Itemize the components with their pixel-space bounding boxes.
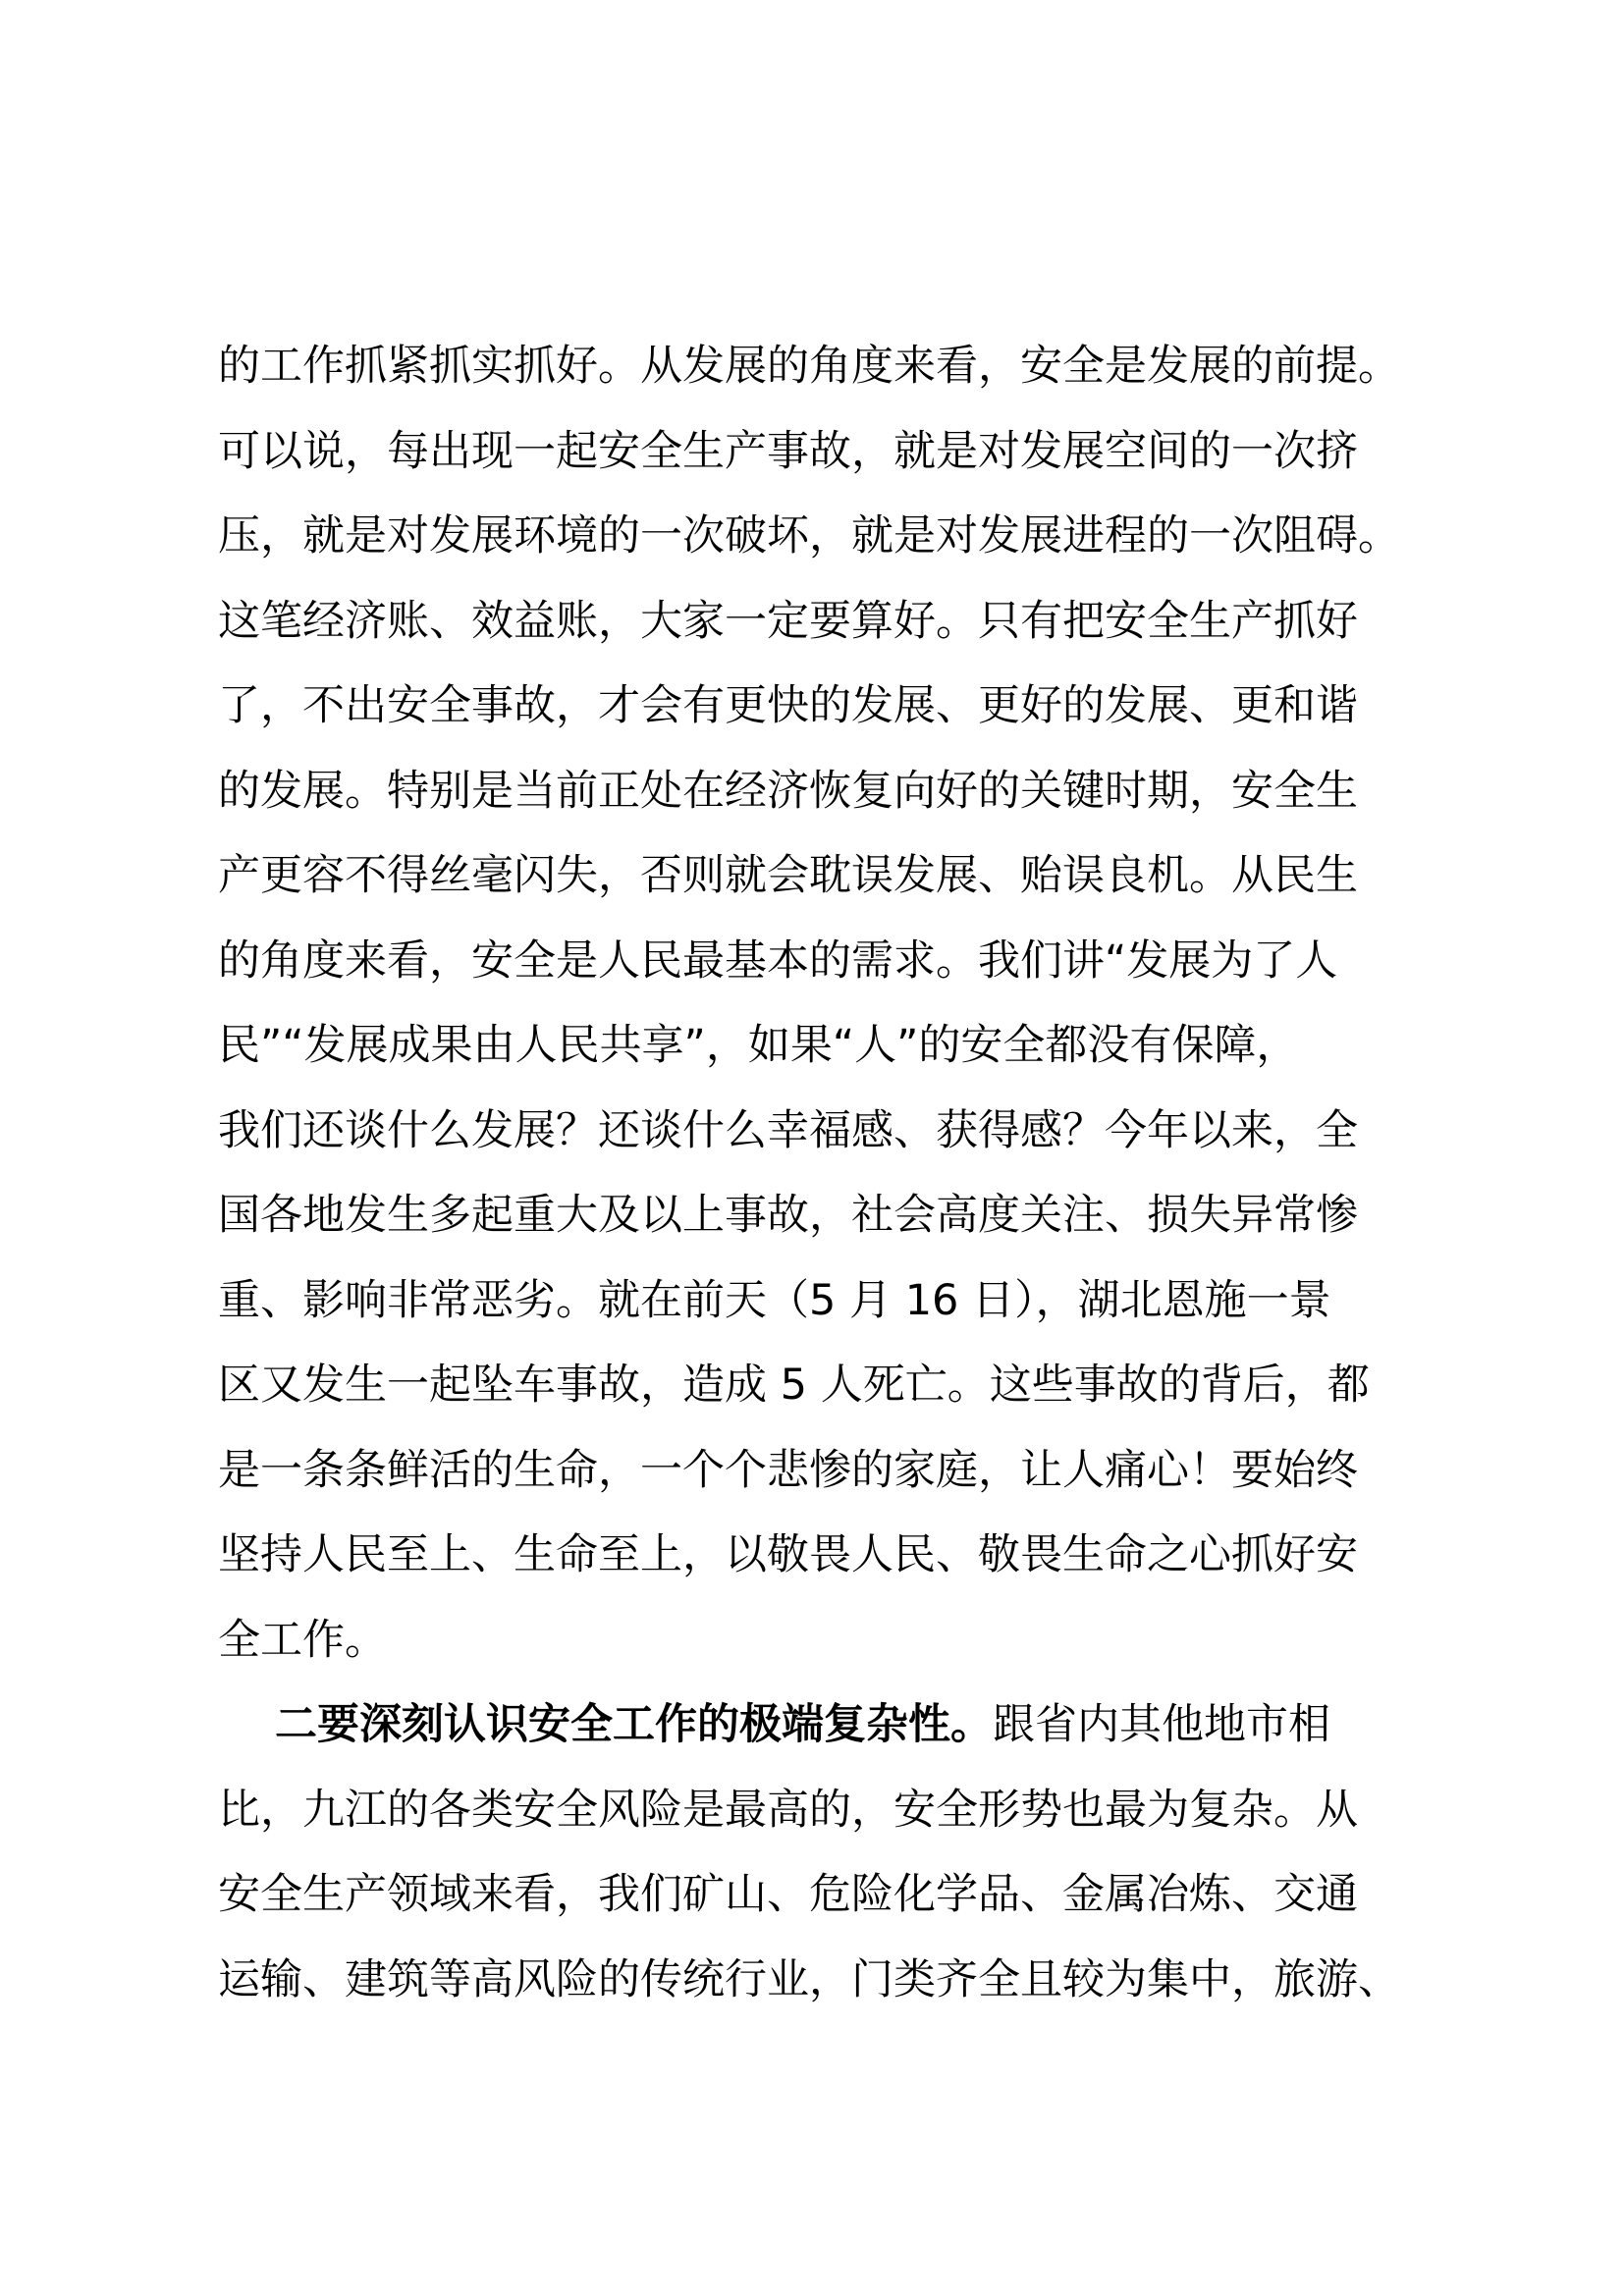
section-heading: 二要深刻认识安全工作的极端复杂性。: [275, 1700, 993, 1749]
text-line: 这笔经济账、效益账，大家一定要算好。只有把安全生产抓好: [218, 596, 1358, 646]
text-line: 了，不出安全事故，才会有更快的发展、更好的发展、更和谐: [218, 681, 1358, 730]
text-line: 坚持人民至上、生命至上，以敬畏人民、敬畏生命之心抓好安: [218, 1530, 1358, 1579]
heading-continuation: 跟省内其他地市相: [993, 1700, 1330, 1749]
paragraph-2-first-line: [218, 1682, 1435, 1768]
text-line: 的发展。特别是当前正处在经济恢复向好的关键时期，安全生: [218, 766, 1358, 816]
text-line: 运输、建筑等高风险的传统行业，门类齐全且较为集中，旅游、: [218, 1954, 1400, 2004]
text-line: 是一条条鲜活的生命，一个个悲惨的家庭，让人痛心！要始终: [218, 1445, 1358, 1495]
text-line: 的角度来看，安全是人民最基本的需求。我们讲“发展为了人: [218, 935, 1338, 986]
text-line: 全工作。: [218, 1615, 387, 1665]
text-line: 的工作抓紧抓实抓好。从发展的角度来看，安全是发展的前提。: [218, 342, 1400, 391]
text-line: 重、影响非常恶劣。就在前天（5 月 16 日），湖北恩施一景: [218, 1275, 1331, 1325]
text-line: 民”“发展成果由人民共享”，如果“人”的安全都没有保障，: [218, 1021, 1299, 1070]
body-text: [218, 324, 1435, 2022]
text-line: 区又发生一起坠车事故，造成 5 人死亡。这些事故的背后，都: [218, 1361, 1370, 1410]
text-line: 安全生产领域来看，我们矿山、危险化学品、金属冶炼、交通: [218, 1870, 1358, 1919]
text-line: 国各地发生多起重大及以上事故，社会高度关注、损失异常惨: [218, 1191, 1358, 1240]
text-line: 可以说，每出现一起安全生产事故，就是对发展空间的一次挤: [218, 426, 1358, 476]
text-line: 我们还谈什么发展？还谈什么幸福感、获得感？今年以来，全: [218, 1105, 1358, 1155]
text-line: 比，九江的各类安全风险是最高的，安全形势也最为复杂。从: [218, 1785, 1358, 1835]
text-line: 产更容不得丝毫闪失，否则就会耽误发展、贻误良机。从民生: [218, 851, 1358, 900]
text-line: 压，就是对发展环境的一次破坏，就是对发展进程的一次阻碍。: [218, 511, 1400, 561]
